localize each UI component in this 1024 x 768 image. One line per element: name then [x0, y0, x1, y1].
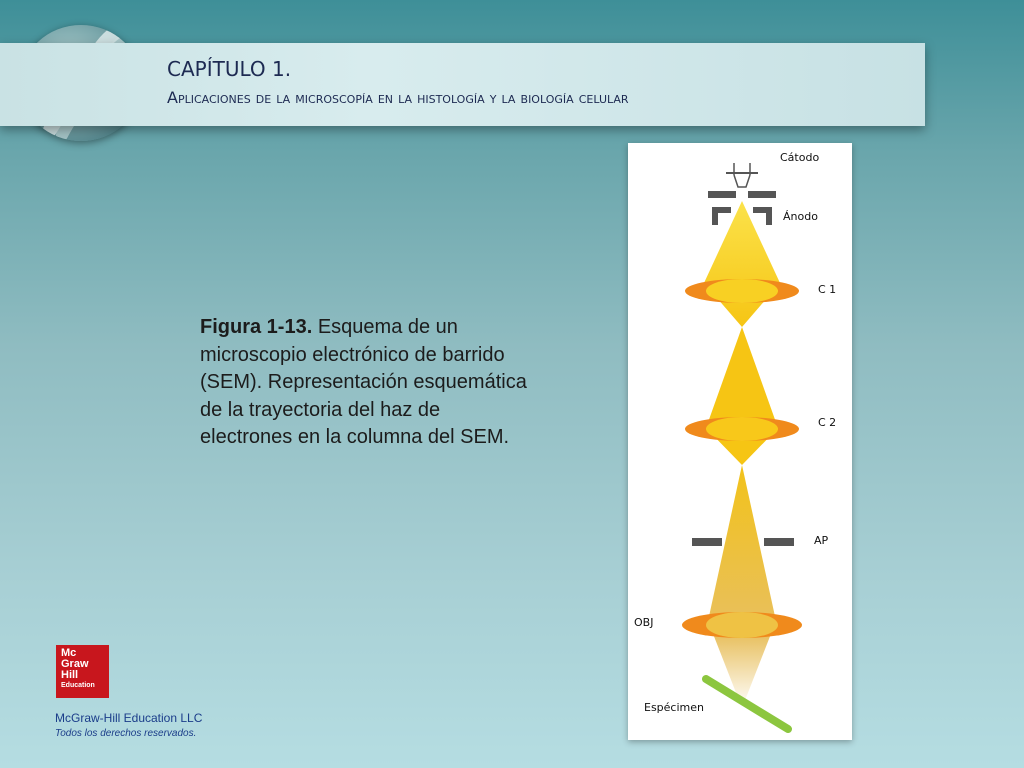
lens-c2-icon [685, 417, 799, 441]
beam-obj [708, 465, 776, 708]
logo-line-3: Hill [61, 669, 79, 681]
logo-edu: Education [61, 682, 95, 689]
chapter-title: CAPÍTULO 1. [167, 57, 292, 81]
caption-label: Figura 1-13. [200, 316, 313, 338]
lens-c1-icon [685, 279, 799, 303]
mcgraw-hill-logo [56, 645, 109, 698]
caption-text: Esquema de un microscopio electrónico de barrido (SEM). Representación esquemática de la trayectoria del haz de electrones en la columna del SEM. [200, 316, 527, 448]
lens-obj-icon [682, 612, 802, 638]
cathode-icon [726, 163, 758, 187]
header-bar [0, 43, 925, 126]
footer-company: McGraw-Hill Education LLC [55, 711, 203, 725]
logo-line-1: Mc [61, 647, 77, 659]
label-ap: AP [814, 534, 829, 547]
figure-caption [200, 314, 530, 452]
label-c1: C 1 [818, 283, 837, 296]
sem-diagram [628, 143, 852, 740]
label-obj: OBJ [634, 616, 654, 629]
label-cathode: Cátodo [780, 151, 820, 164]
label-anode: Ánodo [783, 210, 818, 223]
chapter-subtitle: Aplicaciones de la microscopía en la histología y la biología celular [167, 88, 629, 107]
label-specimen: Espécimen [644, 701, 704, 714]
logo-line-2: Graw [61, 658, 89, 670]
beam-c2 [706, 327, 778, 465]
footer-rights: Todos los derechos reservados. [55, 728, 197, 739]
label-c2: C 2 [818, 416, 837, 429]
